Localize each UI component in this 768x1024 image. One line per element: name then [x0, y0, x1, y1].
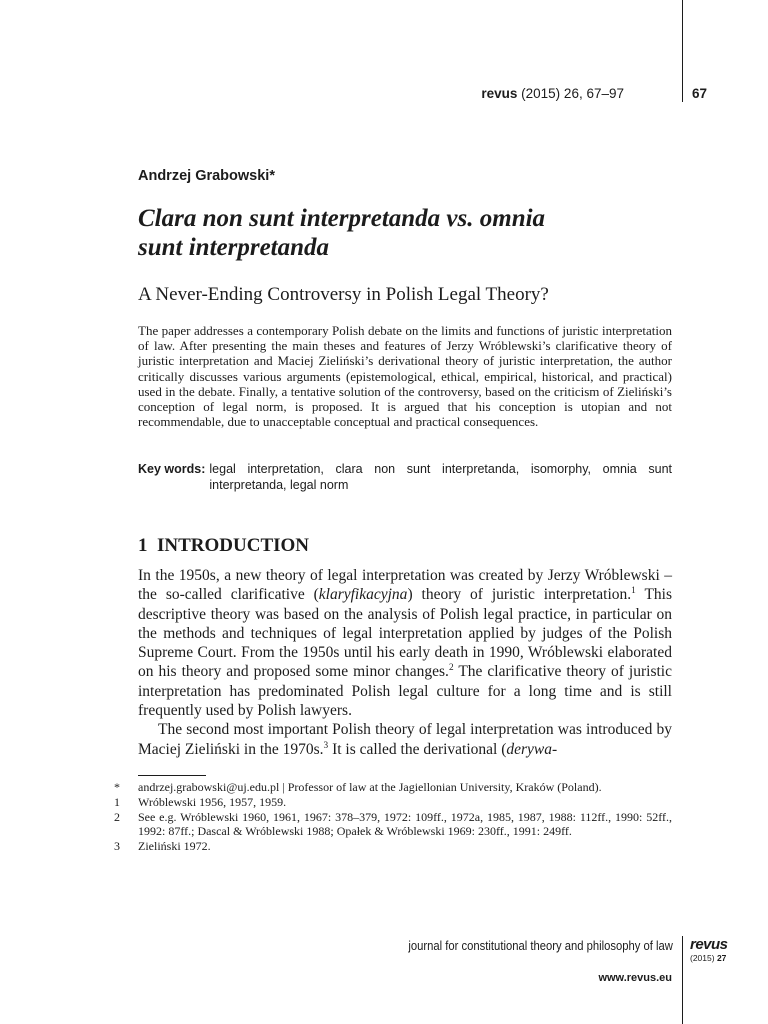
- running-head-citation: (2015) 26, 67–97: [517, 86, 624, 101]
- author-name: [138, 168, 275, 184]
- logo-issue-number: 27: [716, 953, 727, 963]
- running-head: [481, 86, 624, 102]
- abstract: The paper addresses a contemporary Polish debate on the limits and functions of juristic interpretation of law. After presenting the main theses and features of Jerzy Wróblewski’s clarificative theory of juristic interpretation and Maciej Zieliński’s derivational theory of juristic interpretation, the author critically discusses various arguments (epistemological, ethical, empirical, historical, and practical) used in the debate. Finally, a tentative solution of the controversy, based on the criticism of Zieliński’s conception of legal norm, is proposed. It is argued that his conception is utopian and not recommendable, due to unacceptable conceptual and practical consequences.: [138, 323, 672, 430]
- footnote-mark: 3: [114, 839, 120, 853]
- footnote-text: andrzej.grabowski@uj.edu.pl | Professor of law at the Jagiellonian University, Kraków (Poland).: [138, 780, 602, 794]
- article-title-line1: Clara non sunt interpretanda vs. omnia: [138, 205, 546, 232]
- author-name-text: Andrzej Grabowski: [138, 168, 270, 184]
- keywords-label: Key words:: [138, 462, 206, 476]
- footnote-text: See e.g. Wróblewski 1960, 1961, 1967: 378–379, 1972: 109ff., 1972a, 1985, 1987, 1988: 112ff., 1990: 52ff., 1992: 87ff.; Dascal & Wróblewski 1988; Opałek & Wróblewski 1969: 230ff., 1991: 249ff.: [138, 810, 672, 838]
- footnote-author: [114, 780, 672, 794]
- footnote-ref-2[interactable]: 2: [448, 663, 454, 674]
- author-footnote-mark: *: [269, 168, 275, 184]
- section-heading: [138, 535, 309, 557]
- paragraph-2: [138, 720, 672, 759]
- footnote-mark: 1: [114, 795, 120, 809]
- paragraph-1-text-d: The clarificative theory of juristic interpretation has predominated Polish legal culture for a long time and is still frequently used by Polish lawyers.: [138, 663, 672, 720]
- footnotes: [114, 780, 672, 854]
- footer-vertical-rule: [682, 936, 683, 1024]
- section-number: 1: [138, 535, 148, 556]
- keywords-text: legal interpretation, clara non sunt interpretanda, isomorphy, omnia sunt interpretanda, legal norm: [209, 462, 672, 492]
- paragraph-2-text-b: It is called the derivational (: [328, 740, 507, 758]
- page-number: 67: [692, 86, 708, 101]
- running-head-journal: revus: [481, 86, 518, 101]
- footnote-3: [114, 839, 672, 853]
- header-vertical-rule: [682, 0, 683, 102]
- footnote-2: [114, 810, 672, 838]
- paragraph-1-text-a: In the 1950s, a new theory of legal interpretation was created by Jerzy Wróblewski – the so-called clarificative (: [138, 567, 672, 604]
- footer-url-link[interactable]: www.revus.eu: [598, 972, 672, 984]
- article-title: [138, 204, 678, 262]
- footnote-mark: *: [114, 780, 120, 794]
- footnote-ref-3[interactable]: 3: [323, 740, 329, 751]
- journal-logo: [690, 936, 728, 963]
- footnote-mark: 2: [114, 810, 120, 824]
- footnote-text: Wróblewski 1956, 1957, 1959.: [138, 795, 287, 809]
- logo-year: (2015): [690, 953, 715, 963]
- section-title: INTRODUCTION: [157, 535, 310, 556]
- journal-logo-issue: [690, 953, 728, 963]
- paragraph-2-italic-term: derywa-: [506, 740, 558, 758]
- footnote-ref-1[interactable]: 1: [631, 586, 636, 597]
- paragraph-2-text-a: The second most important Polish theory of legal interpretation was introduced by Maciej Zieliński in the 1970s.: [138, 721, 672, 758]
- footnote-separator: [138, 775, 206, 776]
- paragraph-1: [138, 566, 672, 720]
- paragraph-1-text-c: This descriptive theory was based on the analysis of Polish legal practice, in particular on the methods and techniques of legal interpretation applied by judges of the Polish Supreme Court. From the 1950s until his early death in 1990, Wróblewski elaborated on his theory and proposed some minor changes.: [138, 586, 673, 681]
- keywords: [138, 461, 672, 493]
- paragraph-1-italic-term: klaryfikacyjna: [318, 586, 408, 604]
- footnote-1: [114, 795, 672, 809]
- body-text: [138, 566, 672, 759]
- paragraph-1-text-b: ) theory of juristic interpretation.: [407, 586, 632, 604]
- article-title-line2: sunt interpretanda: [138, 234, 330, 261]
- article-subtitle: A Never-Ending Controversy in Polish Legal Theory?: [138, 284, 549, 305]
- footer-tagline: journal for constitutional theory and philosophy of law: [408, 939, 673, 953]
- journal-logo-word: revus: [690, 936, 728, 953]
- footnote-text: Zieliński 1972.: [138, 839, 211, 853]
